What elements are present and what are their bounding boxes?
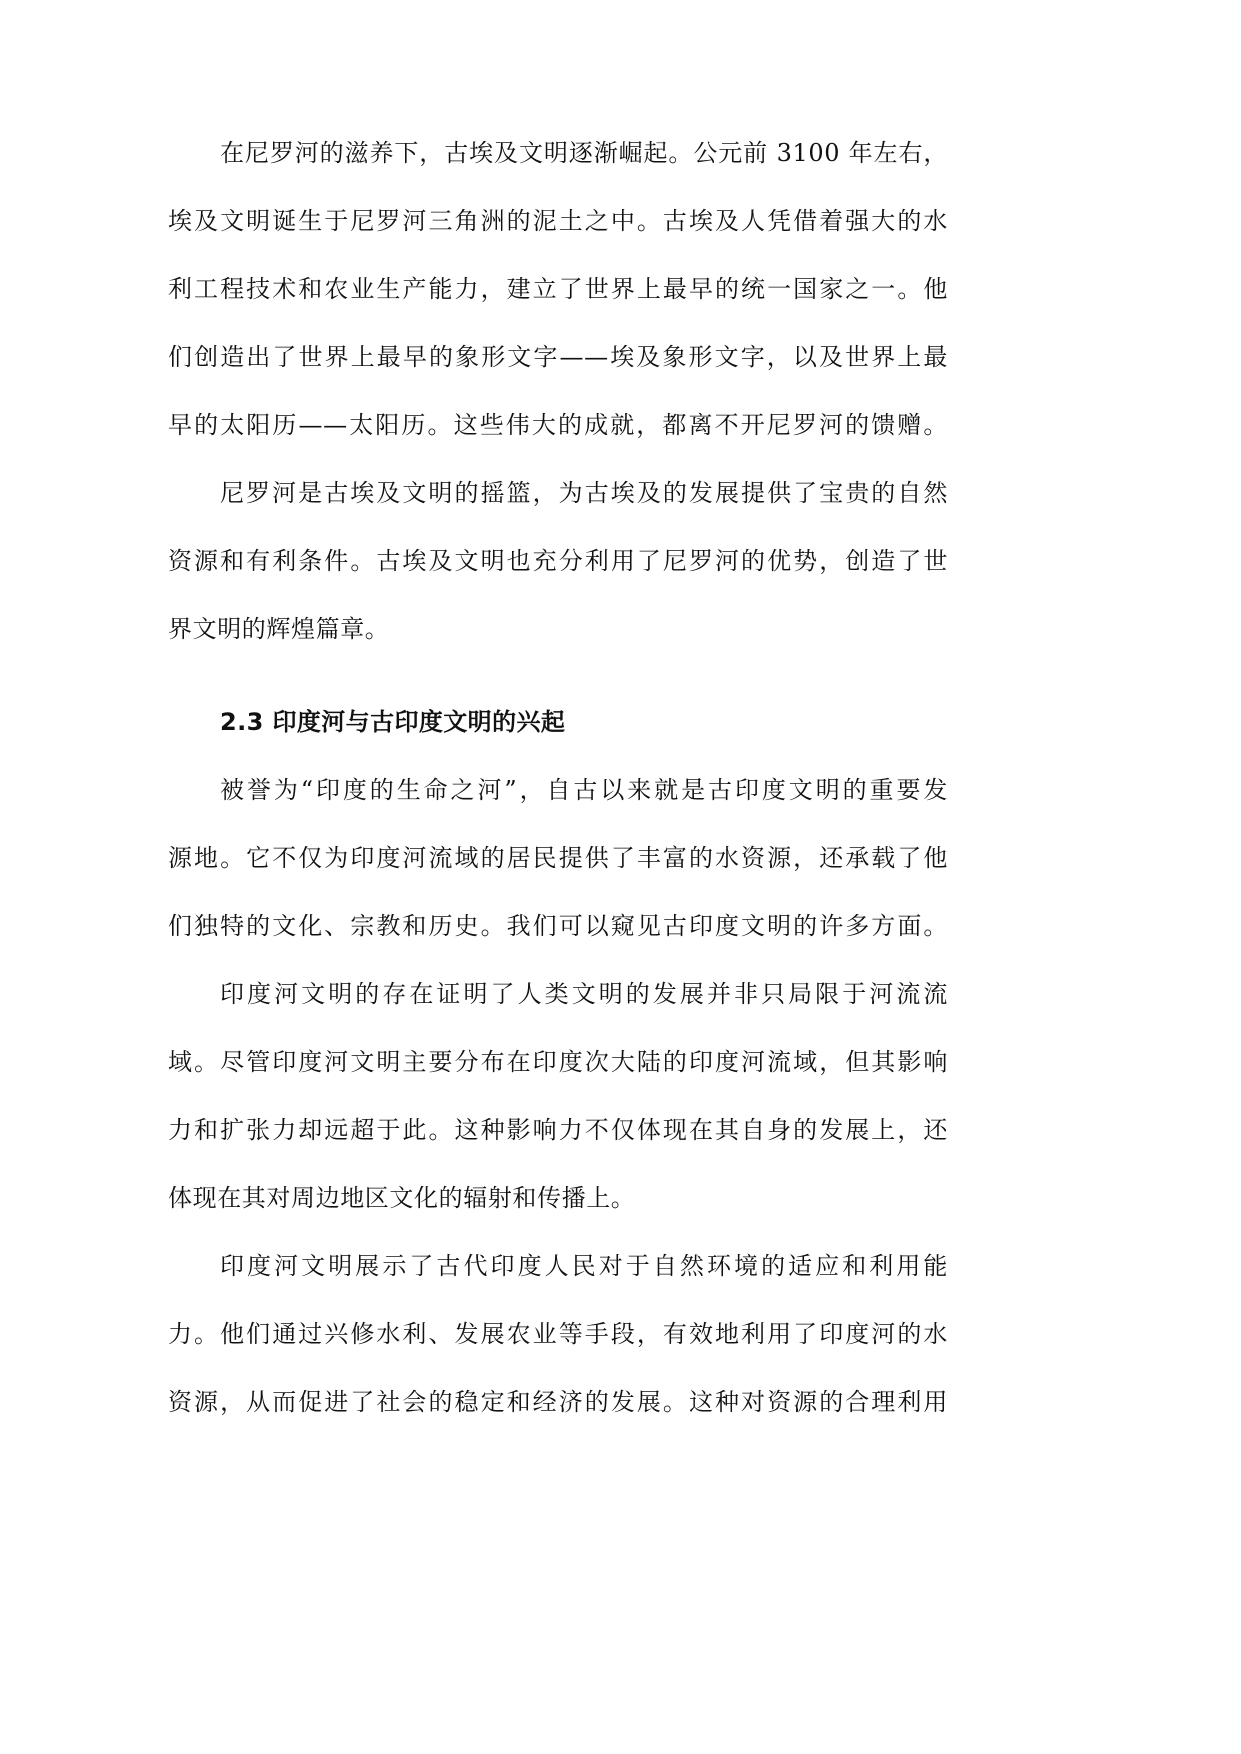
paragraph-1-line-5: 早的太阳历——太阳历。这些伟大的成就，都离不开尼罗河的馈赠。 bbox=[168, 411, 948, 439]
paragraph-2-line-3: 界文明的辉煌篇章。 bbox=[168, 615, 390, 643]
paragraph-4-line-3: 力和扩张力却远超于此。这种影响力不仅体现在其自身的发展上，还 bbox=[168, 1116, 948, 1144]
paragraph-3-line-2: 源地。它不仅为印度河流域的居民提供了丰富的水资源，还承载了他 bbox=[168, 844, 948, 872]
paragraph-1-line-1: 在尼罗河的滋养下，古埃及文明逐渐崛起。公元前 3100 年左右， bbox=[220, 139, 948, 167]
paragraph-3-line-1: 被誉为“印度的生命之河”，自古以来就是古印度文明的重要发 bbox=[220, 776, 948, 804]
paragraph-3-line-3: 们独特的文化、宗教和历史。我们可以窥见古印度文明的许多方面。 bbox=[168, 912, 948, 940]
paragraph-4-line-2: 域。尽管印度河文明主要分布在印度次大陆的印度河流域，但其影响 bbox=[168, 1048, 948, 1076]
section-heading: 2.3 印度河与古印度文明的兴起 bbox=[220, 708, 566, 736]
paragraph-5-line-3: 资源，从而促进了社会的稳定和经济的发展。这种对资源的合理利用 bbox=[168, 1388, 948, 1416]
paragraph-2-line-1: 尼罗河是古埃及文明的摇篮，为古埃及的发展提供了宝贵的自然 bbox=[220, 479, 948, 507]
paragraph-1-line-4: 们创造出了世界上最早的象形文字——埃及象形文字，以及世界上最 bbox=[168, 343, 948, 371]
paragraph-1-line-3: 利工程技术和农业生产能力，建立了世界上最早的统一国家之一。他 bbox=[168, 275, 948, 303]
paragraph-4-line-1: 印度河文明的存在证明了人类文明的发展并非只局限于河流流 bbox=[220, 980, 948, 1008]
paragraph-5-line-1: 印度河文明展示了古代印度人民对于自然环境的适应和利用能 bbox=[220, 1252, 948, 1280]
paragraph-4-line-4: 体现在其对周边地区文化的辐射和传播上。 bbox=[168, 1184, 636, 1212]
paragraph-1-line-2: 埃及文明诞生于尼罗河三角洲的泥土之中。古埃及人凭借着强大的水 bbox=[168, 207, 948, 235]
paragraph-5-line-2: 力。他们通过兴修水利、发展农业等手段，有效地利用了印度河的水 bbox=[168, 1320, 948, 1348]
paragraph-2-line-2: 资源和有利条件。古埃及文明也充分利用了尼罗河的优势，创造了世 bbox=[168, 547, 948, 575]
